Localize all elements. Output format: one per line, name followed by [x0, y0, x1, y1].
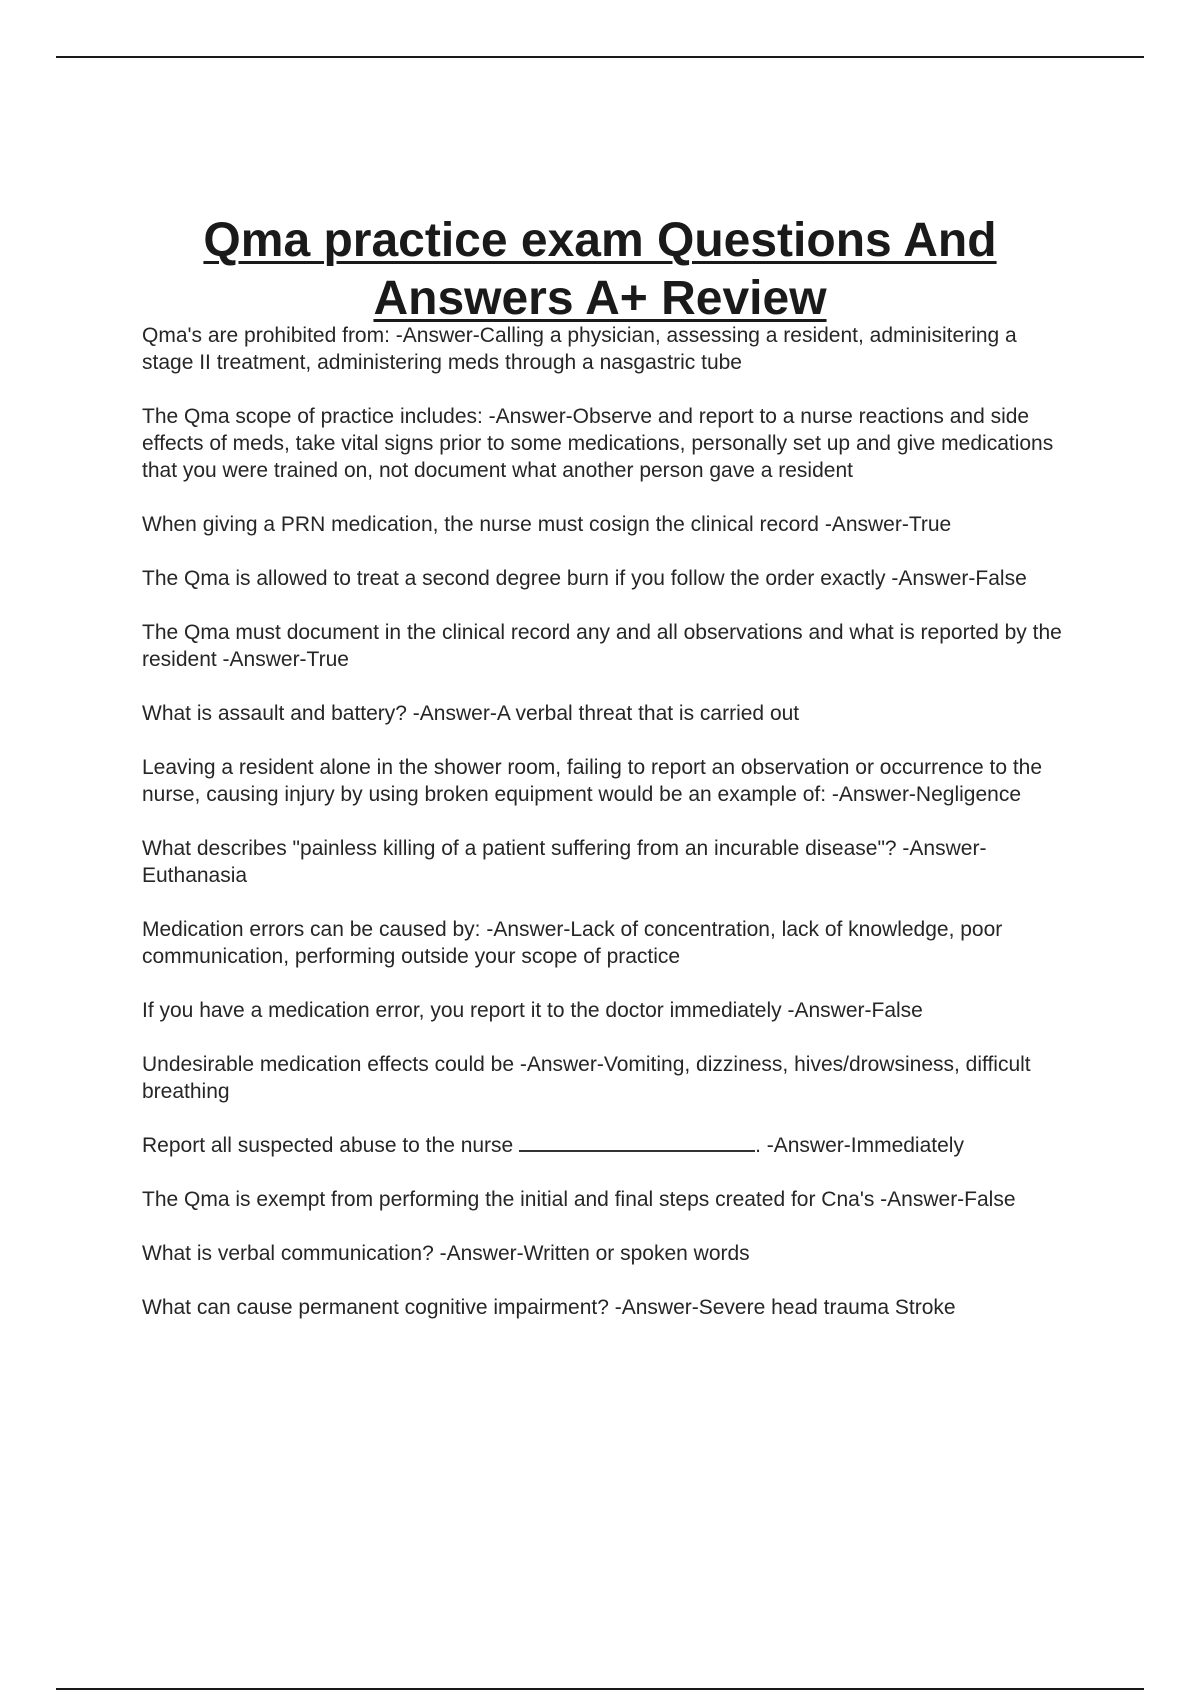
- page-title: Qma practice exam Questions And Answers A+ Review: [203, 214, 997, 325]
- qa-item-12: [142, 1132, 1070, 1159]
- qa-item-12-answer: . -Answer-Immediately: [755, 1134, 964, 1157]
- qa-item-7: Leaving a resident alone in the shower room, failing to report an observation or occurrence to the nurse, causing injury by using broken equipment would be an example of: -Answer-Negligence: [142, 756, 1043, 806]
- qa-item-13: The Qma is exempt from performing the initial and final steps created for Cna's -Answer-False: [142, 1188, 1016, 1211]
- qa-item-3: When giving a PRN medication, the nurse must cosign the clinical record -Answer-True: [142, 513, 952, 536]
- qa-list: [142, 322, 1070, 1348]
- qa-item-12-question: Report all suspected abuse to the nurse: [142, 1134, 514, 1157]
- bottom-rule: [56, 1688, 1144, 1690]
- qa-item-2: The Qma scope of practice includes: -Answer-Observe and report to a nurse reactions and side effects of meds, take vital signs prior to some medications, personally set up and give medications that you were trained on, not document what another person gave a resident: [142, 405, 1054, 482]
- qa-item-4: The Qma is allowed to treat a second degree burn if you follow the order exactly -Answer-False: [142, 567, 1027, 590]
- qa-item-9: Medication errors can be caused by: -Answer-Lack of concentration, lack of knowledge, poor communication, performing outside your scope of practice: [142, 918, 1003, 968]
- qa-item-5: The Qma must document in the clinical record any and all observations and what is reported by the resident -Answer-True: [142, 621, 1062, 671]
- qa-item-1: Qma's are prohibited from: -Answer-Calling a physician, assessing a resident, adminisitering a stage II treatment, administering meds through a nasgastric tube: [142, 324, 1017, 374]
- qa-item-14: What is verbal communication? -Answer-Written or spoken words: [142, 1242, 750, 1265]
- qa-item-6: What is assault and battery? -Answer-A verbal threat that is carried out: [142, 702, 800, 725]
- top-rule: [56, 56, 1144, 58]
- qa-item-10: If you have a medication error, you report it to the doctor immediately -Answer-False: [142, 999, 923, 1022]
- fill-in-blank-line: [519, 1149, 755, 1152]
- qa-item-11: Undesirable medication effects could be -Answer-Vomiting, dizziness, hives/drowsiness, difficult breathing: [142, 1053, 1031, 1103]
- qa-item-15: What can cause permanent cognitive impairment? -Answer-Severe head trauma Stroke: [142, 1296, 956, 1319]
- qa-item-8: What describes "painless killing of a patient suffering from an incurable disease"? -Answer-Euthanasia: [142, 837, 987, 887]
